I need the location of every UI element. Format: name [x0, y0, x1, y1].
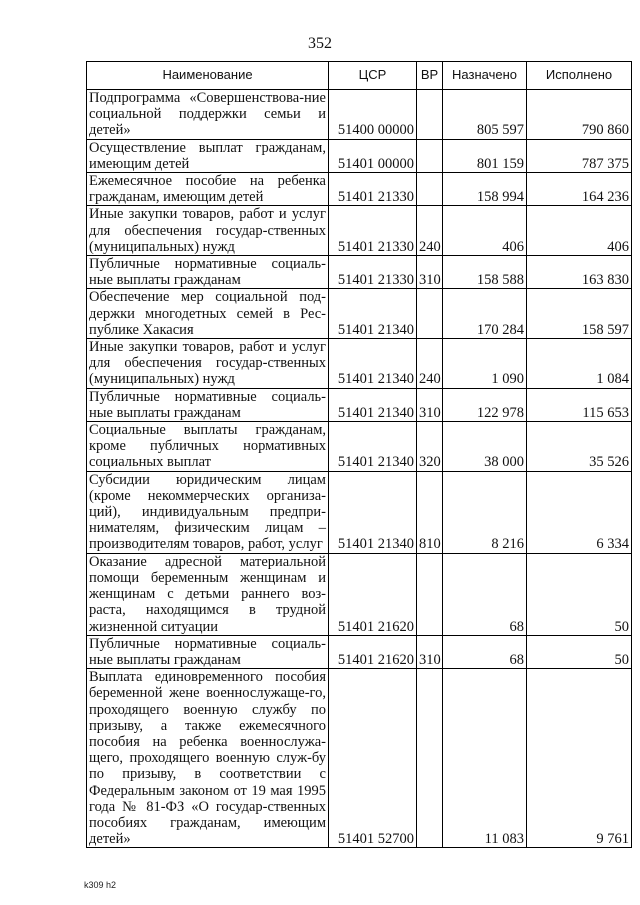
row-name: Публичные нормативные социаль-ные выплаты гражданам	[87, 635, 329, 668]
row-assigned: 38 000	[443, 422, 527, 472]
row-csr: 51401 21340	[329, 422, 417, 472]
row-csr: 51401 21340	[329, 471, 417, 553]
row-executed: 787 375	[527, 139, 632, 172]
row-name: Иные закупки товаров, работ и услуг для обеспечения государ-ственных (муниципальных) нужд	[87, 339, 329, 389]
row-csr: 51401 21340	[329, 289, 417, 339]
row-name: Подпрограмма «Совершенствова-ние социальной поддержки семьи и детей»	[87, 90, 329, 140]
row-csr: 51401 21330	[329, 206, 417, 256]
row-assigned: 122 978	[443, 388, 527, 421]
row-vr: 310	[417, 388, 443, 421]
table-body	[87, 90, 632, 848]
row-vr: 810	[417, 471, 443, 553]
row-assigned: 170 284	[443, 289, 527, 339]
table-row	[87, 256, 632, 289]
row-csr: 51401 21330	[329, 256, 417, 289]
header-vr: ВР	[417, 62, 443, 90]
row-name: Социальные выплаты гражданам, кроме публичных нормативных социальных выплат	[87, 422, 329, 472]
row-name: Субсидии юридическим лицам (кроме некоммерческих организа-ций), индивидуальным предпри-нимателям, физическим лицам – производителям товаров, работ, услуг	[87, 471, 329, 553]
row-vr: 240	[417, 206, 443, 256]
table-row	[87, 206, 632, 256]
row-vr	[417, 139, 443, 172]
row-vr	[417, 289, 443, 339]
row-name: Оказание адресной материальной помощи беременным женщинам и женщинам с детьми раннего воз-раста, находящимся в трудной жизненной ситуации	[87, 553, 329, 635]
table-row	[87, 339, 632, 389]
row-executed: 1 084	[527, 339, 632, 389]
page-number: 352	[308, 35, 332, 52]
row-assigned: 68	[443, 553, 527, 635]
table-row	[87, 553, 632, 635]
row-executed: 50	[527, 553, 632, 635]
row-assigned: 11 083	[443, 669, 527, 848]
header-csr: ЦСР	[329, 62, 417, 90]
table-row	[87, 139, 632, 172]
table-row	[87, 635, 632, 668]
row-executed: 35 526	[527, 422, 632, 472]
row-vr: 310	[417, 256, 443, 289]
header-executed: Исполнено	[527, 62, 632, 90]
row-executed: 50	[527, 635, 632, 668]
header-name: Наименование	[87, 62, 329, 90]
header-assigned: Назначено	[443, 62, 527, 90]
row-name: Обеспечение мер социальной под-держки многодетных семей в Рес-публике Хакасия	[87, 289, 329, 339]
row-csr: 51401 21340	[329, 339, 417, 389]
row-executed: 406	[527, 206, 632, 256]
table-row	[87, 422, 632, 472]
row-vr	[417, 173, 443, 206]
row-name: Осуществление выплат гражданам, имеющим детей	[87, 139, 329, 172]
row-vr: 240	[417, 339, 443, 389]
row-csr: 51401 00000	[329, 139, 417, 172]
table-row	[87, 289, 632, 339]
row-name: Публичные нормативные социаль-ные выплаты гражданам	[87, 388, 329, 421]
row-name: Ежемесячное пособие на ребенка гражданам, имеющим детей	[87, 173, 329, 206]
row-name: Публичные нормативные социаль-ные выплаты гражданам	[87, 256, 329, 289]
row-executed: 6 334	[527, 471, 632, 553]
row-vr	[417, 669, 443, 848]
table-row	[87, 388, 632, 421]
row-assigned: 158 994	[443, 173, 527, 206]
row-csr: 51401 52700	[329, 669, 417, 848]
row-executed: 115 653	[527, 388, 632, 421]
table-row	[87, 471, 632, 553]
footer-code: k309 h2	[84, 880, 117, 890]
table-row	[87, 90, 632, 140]
row-csr: 51401 21330	[329, 173, 417, 206]
row-assigned: 406	[443, 206, 527, 256]
row-assigned: 158 588	[443, 256, 527, 289]
row-executed: 9 761	[527, 669, 632, 848]
row-vr	[417, 553, 443, 635]
row-csr: 51401 21620	[329, 635, 417, 668]
row-assigned: 805 597	[443, 90, 527, 140]
budget-table	[86, 61, 632, 848]
row-vr: 320	[417, 422, 443, 472]
row-executed: 790 860	[527, 90, 632, 140]
row-csr: 51400 00000	[329, 90, 417, 140]
table-row	[87, 669, 632, 848]
row-executed: 164 236	[527, 173, 632, 206]
row-assigned: 801 159	[443, 139, 527, 172]
row-executed: 163 830	[527, 256, 632, 289]
row-vr	[417, 90, 443, 140]
row-assigned: 1 090	[443, 339, 527, 389]
table-header-row	[87, 62, 632, 90]
row-vr: 310	[417, 635, 443, 668]
row-csr: 51401 21340	[329, 388, 417, 421]
row-name: Выплата единовременного пособия беременной жене военнослужаще-го, проходящего военную службу по призыву, а также ежемесячного пособия на ребенка военнослужа-щего, проходящего военную служ-бу по призыву, в соответствии с Федеральным законом от 19 мая 1995 года № 81-ФЗ «О государ-ственных пособиях гражданам, имеющим детей»	[87, 669, 329, 848]
row-name: Иные закупки товаров, работ и услуг для обеспечения государ-ственных (муниципальных) нужд	[87, 206, 329, 256]
row-csr: 51401 21620	[329, 553, 417, 635]
row-assigned: 8 216	[443, 471, 527, 553]
table-row	[87, 173, 632, 206]
row-executed: 158 597	[527, 289, 632, 339]
row-assigned: 68	[443, 635, 527, 668]
